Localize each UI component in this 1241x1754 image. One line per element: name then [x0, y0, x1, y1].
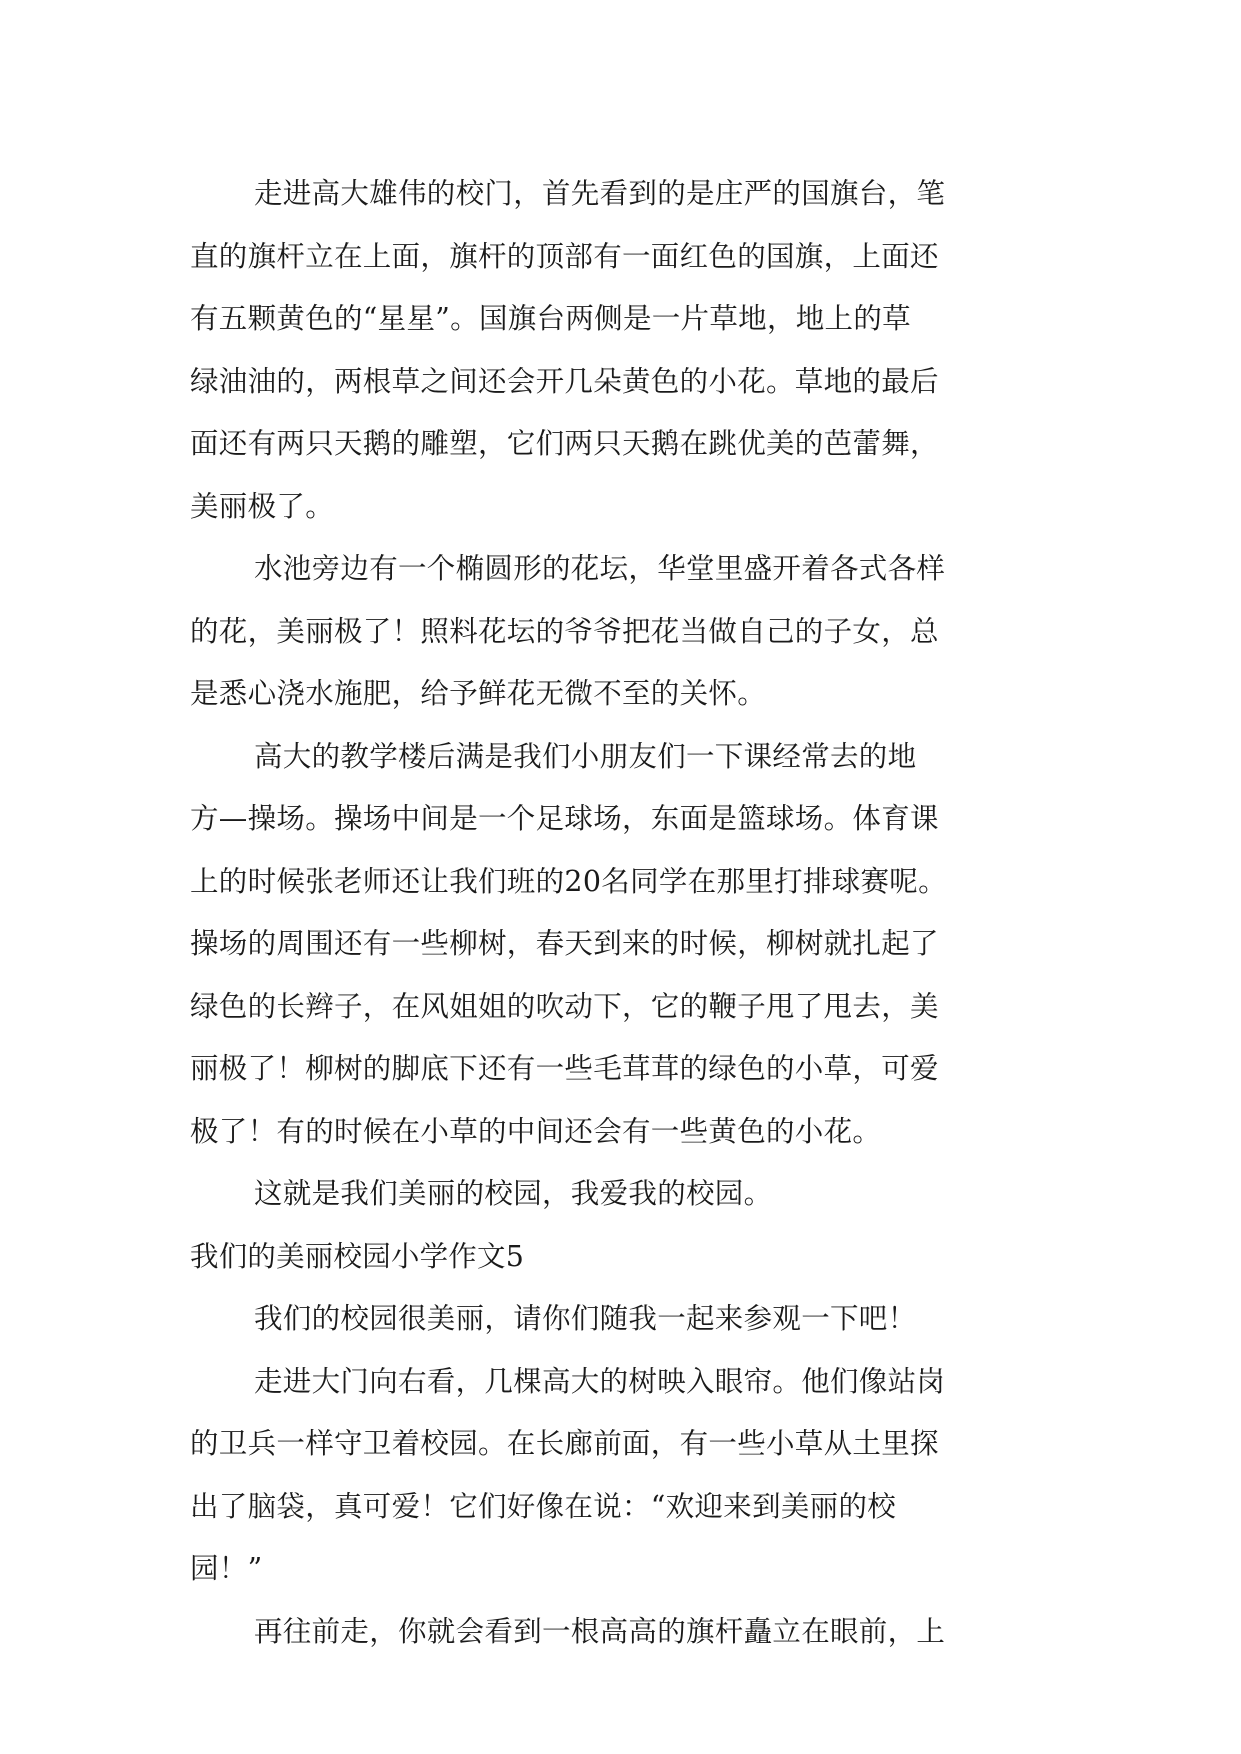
paragraph-line: 走进大门向右看，几棵高大的树映入眼帘。他们像站岗: [254, 1364, 946, 1398]
paragraph-line: 极了！有的时候在小草的中间还会有一些黄色的小花。: [190, 1114, 882, 1148]
paragraph-line: 操场的周围还有一些柳树，春天到来的时候，柳树就扎起了: [190, 927, 939, 960]
paragraph-line: 出了脑袋，真可爱！它们好像在说：“欢迎来到美丽的校: [190, 1489, 897, 1523]
paragraph-line: 高大的教学楼后满是我们小朋友们一下课经常去的地: [254, 739, 917, 773]
paragraph-line: 绿油油的，两根草之间还会开几朵黄色的小花。草地的最后: [190, 364, 939, 398]
paragraph-line: 直的旗杆立在上面，旗杆的顶部有一面红色的国旗，上面还: [190, 239, 939, 273]
paragraph-line: 面还有两只天鹅的雕塑，它们两只天鹅在跳优美的芭蕾舞，: [190, 427, 939, 460]
paragraph-line: 丽极了！柳树的脚底下还有一些毛茸茸的绿色的小草，可爱: [190, 1052, 939, 1085]
paragraph-line: 是悉心浇水施肥，给予鲜花无微不至的关怀。: [190, 677, 767, 710]
paragraph-line: 的卫兵一样守卫着校园。在长廊前面，有一些小草从土里探: [190, 1427, 939, 1460]
paragraph-line: 走进高大雄伟的校门，首先看到的是庄严的国旗台，笔: [254, 177, 946, 210]
paragraph-line: 水池旁边有一个椭圆形的花坛，华堂里盛开着各式各样: [254, 552, 946, 585]
paragraph-line: 绿色的长辫子，在风姐姐的吹动下，它的鞭子甩了甩去，美: [190, 989, 939, 1023]
article-title: 我们的美丽校园小学作文5: [190, 1239, 525, 1273]
paragraph-line: 美丽极了。: [190, 489, 335, 523]
paragraph-line: 我们的校园很美丽，请你们随我一起来参观一下吧！: [254, 1302, 917, 1335]
paragraph-line: 再往前走，你就会看到一根高高的旗杆矗立在眼前，上: [254, 1614, 946, 1648]
paragraph-line: 的花，美丽极了！照料花坛的爷爷把花当做自己的子女，总: [190, 614, 939, 648]
paragraph-line: 方—操场。操场中间是一个足球场，东面是篮球场。体育课: [190, 802, 939, 835]
paragraph-line: 这就是我们美丽的校园，我爱我的校园。: [254, 1177, 773, 1210]
paragraph-line: 有五颗黄色的“星星”。国旗台两侧是一片草地，地上的草: [190, 302, 911, 335]
paragraph-line: 园！”: [190, 1552, 263, 1585]
paragraph-line: 上的时候张老师还让我们班的20名同学在那里打排球赛呢。: [190, 864, 947, 898]
document-body: [190, 163, 1050, 1663]
